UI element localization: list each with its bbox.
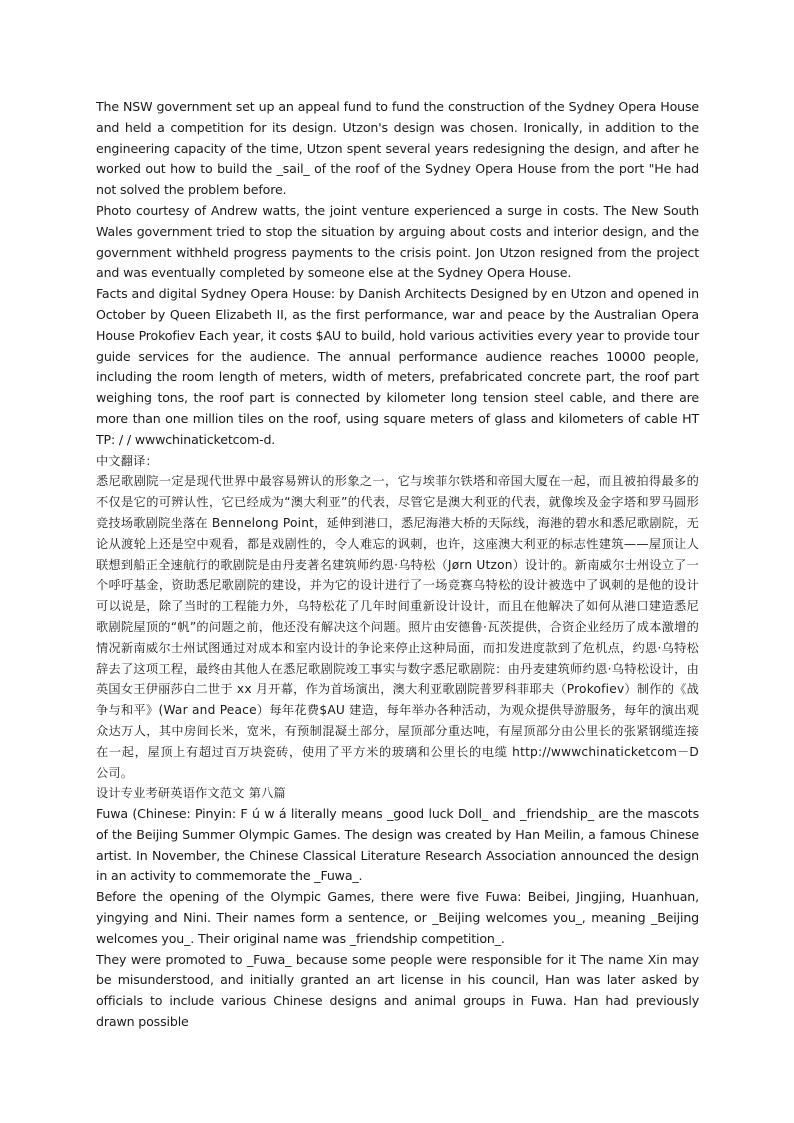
paragraph-design-competition: The NSW government set up an appeal fund to fund the construction of the Sydney Opera House and held a competition for its design. Utzon's design was chosen. Ironically, in addition to the engineering capacity of the time, Utzon spent several years redesigning the design, and after he worked out how to build the _sail_ of the roof of the Sydney Opera House from the port "He had not solved the problem before.: [96, 99, 699, 198]
paragraph-cost-surge: Photo courtesy of Andrew watts, the joint venture experienced a surge in costs. The New South Wales government tried to stop the situation by arguing about costs and interior design, and the government withheld progress payments to the crisis point. Jon Utzon resigned from the project and was eventually completed by someone else at the Sydney Opera House.: [96, 202, 699, 281]
section-heading-eighth-essay: 设计专业考研英语作文范文 第八篇: [96, 786, 286, 801]
paragraph-facts-and-figures: Facts and digital Sydney Opera House: by Danish Architects Designed by en Utzon and opened in October by Queen Elizabeth II, as the first performance, war and peace by the Australian Opera House Prokofiev Each year, it costs $AU to build, hold various activities every year to provide tour guide services for the audience. The annual performance audience reaches 10000 people, including the room length of meters, width of meters, prefabricated concrete part, the roof part weighing tons, the roof part is connected by kilometer long tension steel cable, and there are more than one million tiles on the roof, using square meters of glass and kilometers of cable HT TP: / / wwwchinaticketcom-d.: [96, 286, 699, 447]
chinese-translation-heading: 中文翻译：: [96, 453, 158, 468]
document-body: [96, 97, 699, 1033]
paragraph-fuwa-names: Before the opening of the Olympic Games, there were five Fuwa: Beibei, Jingjing, Huanhuan, yingying and Nini. Their names form a sentence, or _Beijing welcomes you_, meaning _Beijing welcomes you_. Their original name was _friendship competition_.: [96, 889, 699, 946]
paragraph-chinese-translation: 悉尼歌剧院一定是现代世界中最容易辨认的形象之一，它与埃菲尔铁塔和帝国大厦在一起，而且被拍得最多的不仅是它的可辨认性，它已经成为“澳大利亚”的代表，尽管它是澳大利亚的代表，就像埃及金字塔和罗马圆形竞技场歌剧院坐落在 Bennelong Point，延伸到港口，悉尼海港大桥的天际线，海港的碧水和悉尼歌剧院，无论从渡轮上还是空中观看，都是戏剧性的，令人难忘的讽刺，也许，这座澳大利亚的标志性建筑——屋顶让人联想到船正全速航行的歌剧院是由丹麦著名建筑师约恩·乌特松（Jørn Utzon）设计的。新南威尔士州设立了一个呼吁基金，资助悉尼歌剧院的建设，并为它的设计进行了一场竞赛乌特松的设计被选中了讽刺的是他的设计可以说是，除了当时的工程能力外，乌特松花了几年时间重新设计设计，而且在他解决了如何从港口建造悉尼歌剧院屋顶的“帆”的问题之前，他还没有解决这个问题。照片由安德鲁·瓦茨提供，合资企业经历了成本激增的情况新南威尔士州试图通过对成本和室内设计的争论来停止这种局面，而扣发进度款到了危机点，约恩·乌特松辞去了这项工程，最终由其他人在悉尼歌剧院竣工事实与数字悉尼歌剧院：由丹麦建筑师约恩·乌特松设计，由英国女王伊丽莎白二世于 xx 月开幕，作为首场演出，澳大利亚歌剧院普罗科菲耶夫（Prokofiev）制作的《战争与和平》(War and Peace）每年花费$AU 建造，每年举办各种活动，为观众提供导游服务，每年的演出观众达万人，其中房间长米，宽米，有预制混凝土部分，屋顶部分重达吨，有屋顶部分由公里长的张紧钢缆连接在一起，屋顶上有超过百万块瓷砖，使用了平方米的玻璃和公里长的电缆 http://wwwchinaticketcom－D 公司。: [96, 474, 699, 780]
paragraph-fuwa-promotion: They were promoted to _Fuwa_ because some people were responsible for it The name Xin may be misunderstood, and initially granted an art license in his council, Han was later asked by officials to include various Chinese designs and animal groups in Fuwa. Han had previously drawn possible: [96, 951, 699, 1030]
paragraph-fuwa-intro: Fuwa (Chinese: Pinyin: F ú w á literally means _good luck Doll_ and _friendship_ are the mascots of the Beijing Summer Olympic Games. The design was created by Han Meilin, a famous Chinese artist. In November, the Chinese Classical Literature Research Association announced the design in an activity to commemorate the _Fuwa_.: [96, 806, 699, 884]
